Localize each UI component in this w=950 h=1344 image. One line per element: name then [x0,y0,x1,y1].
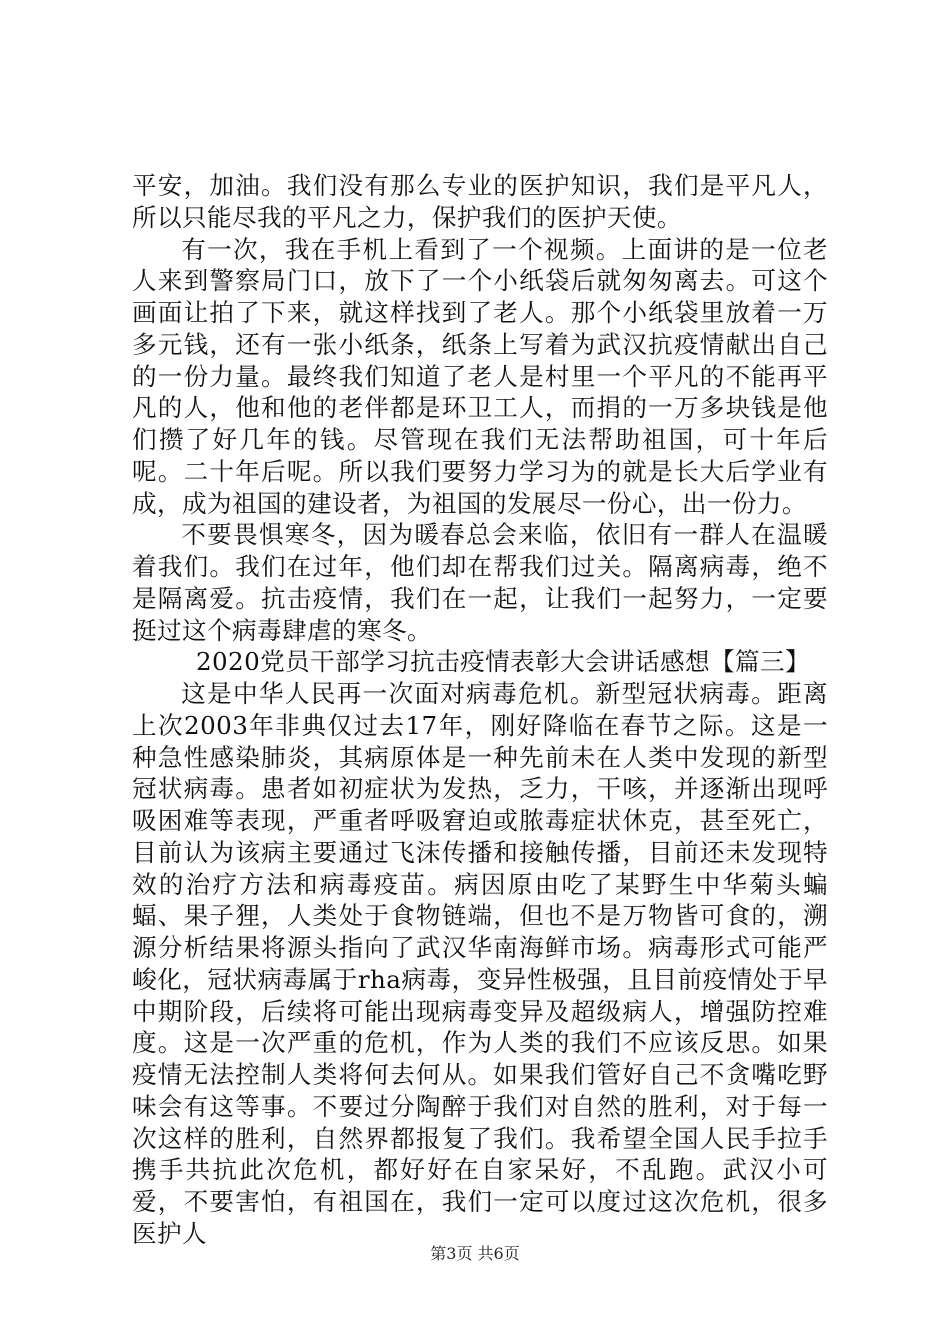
document-page [132,170,828,1250]
paragraph-winter: 不要畏惧寒冬，因为暖春总会来临，依旧有一群人在温暖着我们。我们在过年，他们却在帮我们过关。隔离病毒，绝不是隔离爱。抗击疫情，我们在一起，让我们一起努力，一定要挺过这个病毒肆虐的寒冬。 [132,520,828,645]
paragraph-video-story: 有一次，我在手机上看到了一个视频。上面讲的是一位老人来到警察局门口，放下了一个小纸袋后就匆匆离去。可这个画面让拍了下来，就这样找到了老人。那个小纸袋里放着一万多元钱，还有一张小纸条，纸条上写着为武汉抗疫情献出自己的一份力量。最终我们知道了老人是村里一个平凡的不能再平凡的人，他和他的老伴都是环卫工人，而捐的一万多块钱是他们攒了好几年的钱。尽管现在我们无法帮助祖国，可十年后呢。二十年后呢。所以我们要努力学习为的就是长大后学业有成，成为祖国的建设者，为祖国的发展尽一份心，出一份力。 [132,234,828,518]
section-heading: 2020党员干部学习抗击疫情表彰大会讲话感想【篇三】 [195,647,811,677]
page-footer: 第3页 共6页 [430,1244,520,1263]
paragraph-virus-crisis: 这是中华人民再一次面对病毒危机。新型冠状病毒。距离上次2003年非典仅过去17年，刚好降临在春节之际。这是一种急性感染肺炎，其病原体是一种先前未在人类中发现的新型冠状病毒。患者如初症状为发热，乏力，干咳，并逐渐出现呼吸困难等表现，严重者呼吸窘迫或脓毒症状休克，甚至死亡，目前认为该病主要通过飞沫传播和接触传播，目前还未发现特效的治疗方法和病毒疫苗。病因原由吃了某野生中华菊头蝙蝠、果子狸，人类处于食物链端，但也不是万物皆可食的，溯源分析结果将源头指向了武汉华南海鲜市场。病毒形式可能严峻化，冠状病毒属于rha病毒，变异性极强，且目前疫情处于早中期阶段，后续将可能出现病毒变异及超级病人，增强防控难度。这是一次严重的危机，作为人类的我们不应该反思。如果疫情无法控制人类将何去何从。如果我们管好自己不贪嘴吃野味会有这等事。不要过分陶醉于我们对自然的胜利，对于每一次这样的胜利，自然界都报复了我们。我希望全国人民手拉手携手共抗此次危机，都好好在自家呆好，不乱跑。武汉小可爱，不要害怕，有祖国在，我们一定可以度过这次危机，很多医护人 [132,679,828,1248]
paragraph-continuation: 平安，加油。我们没有那么专业的医护知识，我们是平凡人，所以只能尽我的平凡之力，保护我们的医护天使。 [132,171,828,232]
